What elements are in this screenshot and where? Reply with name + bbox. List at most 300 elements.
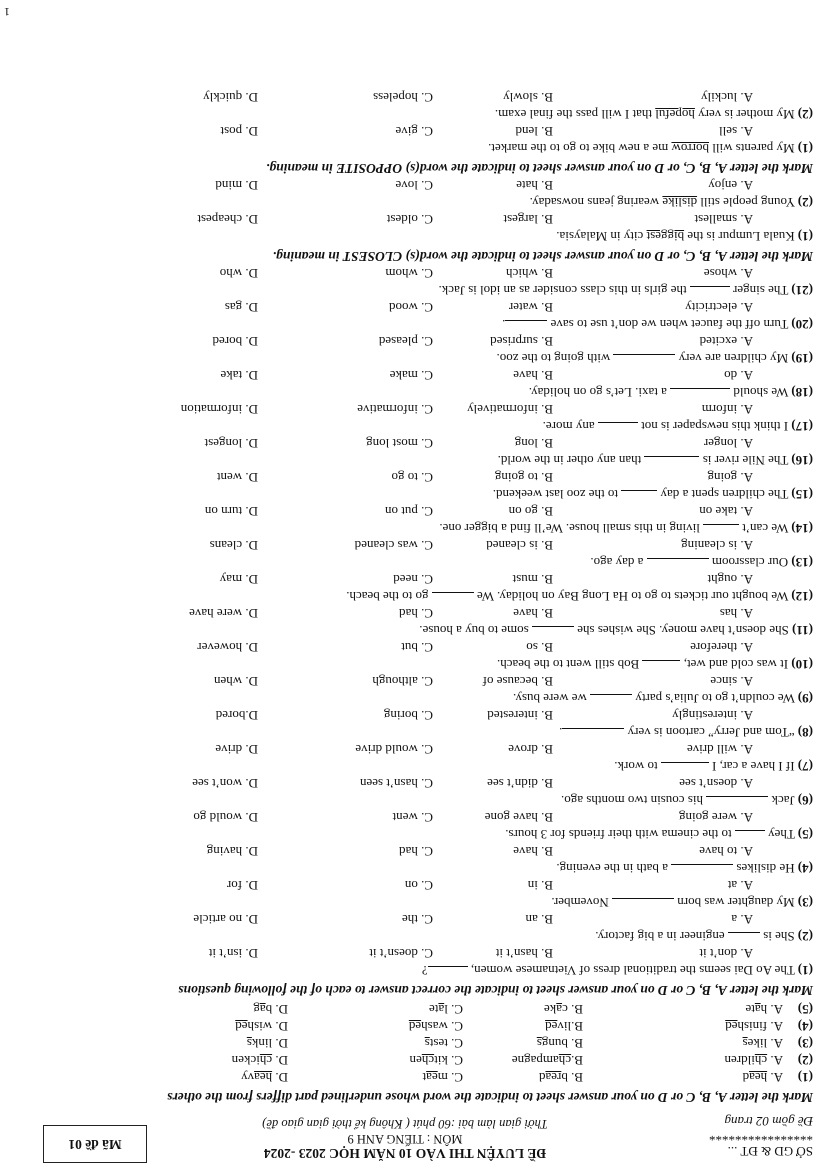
question-number: (5) [797,827,813,842]
options-row [13,843,813,859]
word-part: B.liv [557,1019,583,1034]
option-c [423,1069,463,1085]
word-part: A. like [747,1036,783,1051]
grammar-question [13,588,813,604]
grammar-question [13,656,813,672]
option-b: B. largest [503,212,553,227]
question-text-end: go to the beach. [346,589,432,604]
question-number: (21) [791,283,813,298]
option-b: B. go on [508,504,553,519]
pronunciation-question [13,1052,813,1068]
option-d: D. who [219,266,258,281]
answer-blank [735,830,765,842]
question-text: If I have a car, I [708,759,798,774]
option-d: D. may [219,572,258,587]
option-a [725,1018,783,1034]
answer-blank [562,728,624,740]
answer-blank [505,320,547,332]
option-b: B. didn’t see [487,776,553,791]
answer-blank [645,456,700,468]
pronunciation-question [13,1035,813,1051]
vocab-question [13,106,813,122]
page-number: 1 [4,5,10,19]
question-number: (2) [797,107,813,122]
question-text-end: with going to the zoo. [496,351,614,366]
answer-blank [661,762,709,774]
option-b: B. to going [494,470,553,485]
instruction-pronunciation: Mark the letter A, B, C or D on your answer sheet to indicate the word whose underlined part differs from the others [167,1090,813,1105]
option-d: D. isn’t it [208,946,258,961]
question-number: (1) [797,963,813,978]
time-note: Thời gian làm bài :60 phút ( Không kể thời gian giao đề) [262,1117,548,1131]
underlined-part: rea [545,1070,562,1085]
grammar-question [13,418,813,434]
underlined-part: ch [754,1053,768,1068]
subject-label: MÔN : TIẾNG ANH 9 [347,1132,463,1146]
option-c [409,1018,463,1034]
question-text-end: a bath in the evening. [556,861,672,876]
question-number: (1) [797,1070,813,1085]
grammar-question [13,860,813,876]
option-c: C. oldest [386,212,433,227]
question-number: (7) [797,759,813,774]
question-text-end: living in this small house. We’ll find a bigger one. [439,521,704,536]
word-part: D. [272,1070,288,1085]
grammar-question [13,350,813,366]
options-row [13,809,813,825]
vocab-question [13,194,813,210]
option-b [545,1018,583,1034]
answer-blank [642,660,680,672]
option-d: D. bored [212,334,258,349]
question-text: My children are very [675,351,792,366]
grammar-question [13,316,813,332]
question-text-end: me a new bike to go to the market. [488,141,672,156]
underlined-part: hea [749,1070,768,1085]
word-part: A. [767,1070,783,1085]
option-b: B. have [513,606,553,621]
underlined-word: dislike [662,195,698,210]
answer-blank [690,286,730,298]
option-a: A. enjoy [708,178,753,193]
instruction-antonyms: Mark the letter A, B, C, or D on your answer sheet to indicate the word(s) OPPOSITE in meaning. [265,161,813,176]
option-b: B. informatively [467,402,553,417]
question-text-end: city in Malaysia. [556,229,647,244]
question-number: (3) [797,1036,813,1051]
question-number: (9) [797,691,813,706]
stars-line: **************** [709,1129,813,1144]
word-part: te [429,1002,439,1017]
option-d [232,1052,288,1068]
question-text: She is [759,929,798,944]
grammar-question [13,690,813,706]
question-text-end: to the zoo last weekend. [492,487,622,502]
option-b: B. so [526,640,553,655]
question-text-end: November. [551,895,612,910]
question-text: I think this newspaper is not [637,419,792,434]
underlined-part: ch [558,1053,572,1068]
question-text: She doesn’t have money. She wishes she [573,623,793,638]
question-number: (6) [797,793,813,808]
option-a: A. to have [699,844,753,859]
option-c: C. on [404,878,433,893]
option-c: C. went [392,810,433,825]
grammar-question [13,826,813,842]
option-d: D. post [220,124,258,139]
option-c [429,1001,463,1017]
word-part: C. m [437,1070,463,1085]
word-part: vy [241,1070,255,1085]
option-b: B. because of [482,674,553,689]
option-b: B. is cleaned [486,538,553,553]
option-d: D. take [220,368,258,383]
question-number: (16) [791,453,813,468]
question-number: (2) [797,929,813,944]
option-d: D. cheapest [197,212,258,227]
underlined-part: a [754,1002,761,1017]
option-c: C. most long [366,436,433,451]
option-b: B. slowly [503,90,553,105]
options-row [13,89,813,105]
option-c: C. had [399,606,433,621]
question-text-end: . [502,317,506,332]
option-c: C. pleased [378,334,433,349]
question-text-end: ? [421,963,428,978]
question-text: Kuala Lumpur is the [684,229,798,244]
options-row [13,877,813,893]
grammar-question [13,962,813,978]
question-number: (18) [791,385,813,400]
underlined-part: ed [235,1019,248,1034]
question-number: (5) [797,1002,813,1017]
option-a [743,1069,783,1085]
grammar-question [13,554,813,570]
option-a: A. at [727,878,753,893]
question-number: (15) [791,487,813,502]
word-part: d [538,1070,546,1085]
answer-blank [671,864,733,876]
exam-code-box [43,1125,147,1163]
option-d: D. gas [224,300,258,315]
option-d: D. for [226,878,258,893]
option-a: A. has [719,606,753,621]
word-part: t [422,1070,427,1085]
question-text: The Ao Dai seems the traditional dress of Vietnamese women, [467,963,798,978]
options-row [13,945,813,961]
option-a [725,1052,784,1068]
question-text-end: we were busy. [513,691,591,706]
header-center [215,1116,595,1161]
option-c: C. doesn’t it [369,946,433,961]
question-number: (12) [791,589,813,604]
option-a: A. smallest [694,212,753,227]
word-part: ke [543,1002,557,1017]
question-text-end: than any other in the world. [497,453,645,468]
options-row [13,265,813,281]
grammar-question [13,724,813,740]
underlined-part: hea [254,1070,273,1085]
option-b: B. long [514,436,553,451]
options-row [13,367,813,383]
question-text-end: a taxi. Let’s go on holiday. [528,385,671,400]
option-a: A. a [731,912,753,927]
question-text: “Tom and Jerry” cartoon is very [624,725,798,740]
option-c: C. but [401,640,433,655]
options-row [13,741,813,757]
option-c: C. the [401,912,433,927]
question-text: We should [730,385,792,400]
question-text-end: his cousin two months ago. [561,793,707,808]
option-d: D. however [197,640,258,655]
question-number: (10) [791,657,813,672]
option-b: B. drove [508,742,553,757]
word-part: te [745,1002,755,1017]
underlined-part: s [424,1036,430,1051]
option-a: A. doesn’t see [679,776,753,791]
pronunciation-question [13,1069,813,1085]
options-row [13,211,813,227]
option-c: C. to go [391,470,433,485]
option-a: A. longer [703,436,753,451]
underlined-part: ed [725,1019,738,1034]
underlined-word: borrow [671,141,709,156]
option-a: A. going [707,470,753,485]
answer-blank [670,388,730,400]
question-text: We couldn’t go to Julia’s party [632,691,798,706]
option-a: A. don’t it [699,946,753,961]
underlined-part: a [438,1002,445,1017]
option-c: C. would drive [355,742,433,757]
option-a: A. sell [719,124,753,139]
option-b: B. surprised [490,334,553,349]
option-d [247,1035,288,1051]
underlined-part: ed [545,1019,558,1034]
word-part: ildren [724,1053,755,1068]
word-part: C. l [444,1002,463,1017]
answer-blank [612,898,674,910]
option-b: B. hate [516,178,553,193]
options-row [13,707,813,723]
option-a [743,1035,783,1051]
underlined-part: a [259,1002,266,1017]
grammar-question [13,452,813,468]
option-d: D. no article [193,912,258,927]
option-b [544,1001,583,1017]
option-a: A. electricity [685,300,753,315]
question-text: He dislikes [733,861,798,876]
option-a: A. is cleaning [681,538,753,553]
option-b: B. an [525,912,553,927]
option-b: B. interested [487,708,553,723]
answer-blank [647,558,709,570]
option-a: A. take on [699,504,753,519]
question-text: The singer [729,283,792,298]
option-a: A. luckily [701,90,753,105]
answer-blank [703,524,739,536]
word-part: ampagne [511,1053,559,1068]
options-row [13,673,813,689]
option-c [410,1052,463,1068]
option-d: D. mind [215,178,258,193]
option-c: C. boring [383,708,433,723]
pronunciation-question [13,1001,813,1017]
answer-blank [706,796,768,808]
option-d: D. when [213,674,258,689]
option-c: C. put on [384,504,433,519]
underlined-word: biggest [646,229,685,244]
word-part: B. [571,1053,583,1068]
word-part: D. [272,1053,288,1068]
question-number: (4) [797,861,813,876]
option-b: B. have gone [484,810,553,825]
option-c: C. was cleaned [354,538,433,553]
answer-blank [532,626,574,638]
question-text: We bought our tickets to go to Ha Long Bay on holiday. We [473,589,792,604]
question-text: It was cold and wet, [680,657,792,672]
question-text: We can’t [739,521,792,536]
grammar-question [13,520,813,536]
word-part: C. kit [434,1053,463,1068]
question-number: (2) [797,1053,813,1068]
underlined-part: ch [421,1053,435,1068]
word-part: D. b [265,1002,288,1017]
word-part: B. b [561,1070,583,1085]
option-d: D. went [216,470,258,485]
question-text: My mother is very [694,107,798,122]
question-text: Turn off the faucet when we don’t use to save [547,317,792,332]
department-label: SỞ GD & ĐT ... [727,1144,813,1159]
instruction-synonyms: Mark the letter A, B, C, or D on your answer sheet to indicate the word(s) CLOSEST in meaning. [272,249,813,264]
options-row [13,435,813,451]
option-b [537,1035,583,1051]
grammar-question [13,894,813,910]
question-number: (4) [797,1019,813,1034]
grammar-question [13,758,813,774]
underlined-part: s [536,1036,542,1051]
option-d: D. cleans [209,538,258,553]
answer-blank [621,490,657,502]
option-d: D. having [206,844,258,859]
question-text: The children spent a day [657,487,792,502]
grammar-question [13,622,813,638]
option-b: B. lend [515,124,553,139]
page-title: ĐỀ LUYỆN THI VÀO 10 NĂM HỌC 2023 -2024 [263,1146,547,1161]
header-left [573,1114,813,1159]
question-text: Jack [768,793,798,808]
word-part: D. link [251,1036,288,1051]
option-d: D. turn on [204,504,258,519]
option-b: B. which [506,266,553,281]
option-d: D. won’t see [192,776,258,791]
instruction-grammar: Mark the letter A, B, C or D on your answer sheet to indicate the correct answer to each of the following questions [178,983,813,998]
answer-blank [598,422,638,434]
underlined-part: ea [426,1070,438,1085]
question-number: (11) [792,623,813,638]
question-text-end: that I will pass the final exam. [494,107,656,122]
option-d: D. drive [215,742,258,757]
option-d: D. would go [193,810,258,825]
question-text-end: a day ago. [590,555,647,570]
options-row [13,639,813,655]
option-b: B. must [512,572,553,587]
options-row [13,299,813,315]
option-a: A. ought [707,572,753,587]
option-c: C. love [395,178,433,193]
question-number: (3) [797,895,813,910]
grammar-question [13,792,813,808]
option-b [539,1069,583,1085]
word-part: C. wash [421,1019,463,1034]
answer-blank [590,694,632,706]
option-a: A. whose [703,266,753,281]
question-number: (17) [791,419,813,434]
option-d [235,1018,288,1034]
option-a: A. therefore [690,640,753,655]
vocab-question [13,140,813,156]
word-part: A. finish [737,1019,783,1034]
question-text-end: engineer in a big factory. [595,929,728,944]
word-part: C. test [429,1036,463,1051]
word-part: icken [231,1053,260,1068]
question-text-end: wearing jeans nowsaday. [529,195,663,210]
question-text-end: to the cinema with their friends for 3 hours. [505,827,735,842]
option-c [425,1035,463,1051]
option-d: D. information [180,402,258,417]
option-d: D. longest [204,436,258,451]
options-row [13,123,813,139]
question-text-end: . [559,725,563,740]
grammar-question [13,384,813,400]
option-d: D. were have [189,606,258,621]
option-a: A. were going [678,810,753,825]
underlined-part: a [556,1002,563,1017]
option-a [745,1001,783,1017]
question-text: My daughter was born [673,895,798,910]
grammar-question [13,928,813,944]
question-text-end: to work. [614,759,661,774]
option-c: C. give [395,124,433,139]
question-number: (1) [797,229,813,244]
option-b: B. have [513,844,553,859]
question-number: (14) [791,521,813,536]
underlined-word: hopeful [655,107,695,122]
option-c: C. hopeless [373,90,433,105]
option-d: D. quickly [203,90,258,105]
vocab-question [13,228,813,244]
option-b: B. have [513,368,553,383]
option-c: C. hasn’t seen [359,776,433,791]
option-d [253,1001,288,1017]
option-a: A. do [724,368,753,383]
question-number: (13) [791,555,813,570]
question-text-end: Bob still went to the beach. [496,657,643,672]
option-b: B. hasn’t it [495,946,553,961]
option-b [512,1052,583,1068]
option-c: C. had [399,844,433,859]
option-c: C. whom [385,266,433,281]
question-text-end: any more. [542,419,598,434]
question-text: They [764,827,798,842]
option-d: D.bored [215,708,258,723]
options-row [13,537,813,553]
question-text-end: some to buy a house. [419,623,532,638]
word-part: A. h [760,1002,783,1017]
pages-note: Đề gồm 02 trang [724,1114,813,1129]
options-row [13,605,813,621]
grammar-question [13,486,813,502]
word-part: B. bung [541,1036,583,1051]
question-text: Our classroom [708,555,792,570]
